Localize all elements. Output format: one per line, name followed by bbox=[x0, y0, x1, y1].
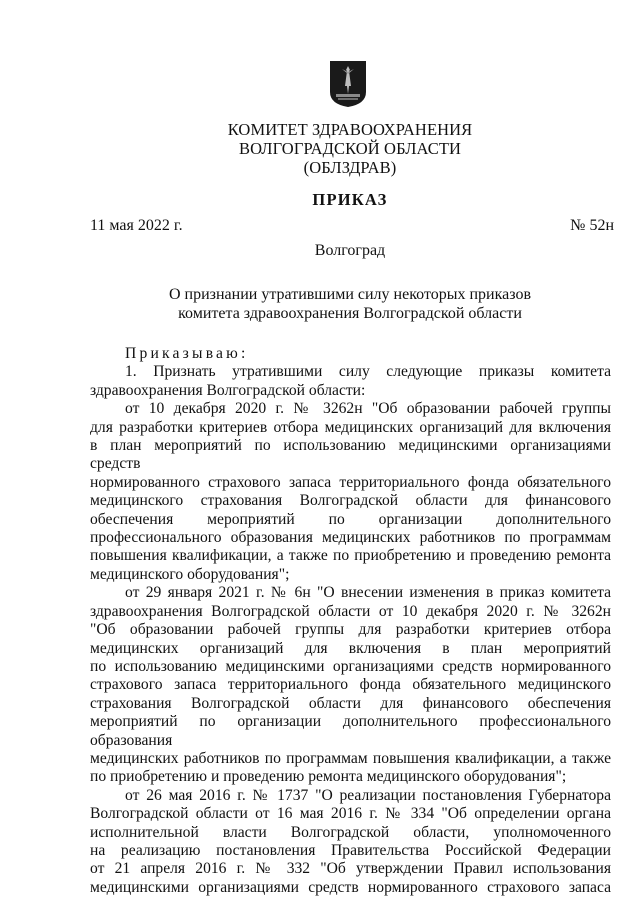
subject-line-1: О признании утратившими силу некоторых приказов bbox=[168, 286, 532, 303]
document-date: 11 мая 2022 г. bbox=[90, 217, 183, 234]
body-line: нормированного страхового запаса территориального фонда обязательного bbox=[90, 473, 611, 491]
body-line: медицинского страхования Волгоградской области для финансового bbox=[90, 492, 611, 510]
body-line: на реализацию постановления Правительства Российской Федерации bbox=[90, 841, 611, 859]
body-line: по использованию медицинскими организациями средств нормированного bbox=[90, 657, 611, 675]
body-line: повышения квалификации, а также по приобретению и проведению ремонта bbox=[90, 547, 611, 565]
body-line: Приказываю: bbox=[125, 345, 249, 362]
org-line-1: КОМИТЕТ ЗДРАВООХРАНЕНИЯ bbox=[227, 120, 473, 139]
body-line: от 10 декабря 2020 г. № 3262н "Об образовании рабочей группы bbox=[125, 400, 611, 418]
organization-name bbox=[0, 120, 640, 177]
body-line: от 29 января 2021 г. № 6н "О внесении изменения в приказ комитета bbox=[125, 584, 611, 602]
body-line: для разработки критериев отбора медицинских организаций для включения bbox=[90, 418, 611, 436]
body-line: Волгоградской области от 16 мая 2016 г. № 334 "Об определении органа bbox=[90, 805, 611, 823]
body-line: медицинскими организациями средств нормированного страхового запаса bbox=[90, 878, 611, 896]
body-line: медицинского оборудования"; bbox=[90, 565, 290, 583]
body-line: от 21 апреля 2016 г. № 332 "Об утверждении Правил использования bbox=[90, 860, 611, 878]
body-line: здравоохранения Волгоградской области: bbox=[90, 381, 366, 399]
body-line: профессионального образования медицинских работников по программам bbox=[90, 529, 611, 547]
body-line: в план мероприятий по использованию медицинскими организациями средств bbox=[90, 437, 611, 473]
org-line-3: (ОБЛЗДРАВ) bbox=[303, 158, 397, 177]
document-subject bbox=[0, 285, 640, 323]
document-city: Волгоград bbox=[314, 242, 386, 259]
body-line: медицинских работников по программам повышения квалификации, а также bbox=[90, 749, 611, 767]
body-line: 1. Признать утратившими силу следующие приказы комитета bbox=[125, 363, 611, 381]
subject-line-2: комитета здравоохранения Волгоградской области bbox=[178, 305, 522, 322]
body-line: исполнительной власти Волгоградской области, уполномоченного bbox=[90, 823, 611, 841]
body-line: по приобретению и проведению ремонта медицинского оборудования"; bbox=[90, 768, 567, 786]
body-line: страхового запаса территориального фонда обязательного медицинского bbox=[90, 676, 611, 694]
body-line: обеспечения мероприятий по организации дополнительного bbox=[90, 510, 611, 528]
org-line-2: ВОЛГОГРАДСКОЙ ОБЛАСТИ bbox=[238, 139, 462, 158]
document-number: № 52н bbox=[570, 217, 614, 234]
document-type-title: ПРИКАЗ bbox=[312, 190, 388, 209]
body-line: от 26 мая 2016 г. № 1737 "О реализации постановления Губернатора bbox=[125, 786, 611, 804]
body-line: страхования Волгоградской области для финансового обеспечения bbox=[90, 694, 611, 712]
body-line: "Об образовании рабочей группы для разработки критериев отбора bbox=[90, 621, 611, 639]
document-body bbox=[90, 345, 611, 897]
coat-of-arms-emblem bbox=[329, 60, 367, 108]
body-line: медицинских организаций для включения в план мероприятий bbox=[90, 639, 611, 657]
body-line: здравоохранения Волгоградской области от 10 декабря 2020 г. № 3262н bbox=[90, 602, 611, 620]
body-line: мероприятий по организации дополнительного профессионального образования bbox=[90, 713, 611, 749]
